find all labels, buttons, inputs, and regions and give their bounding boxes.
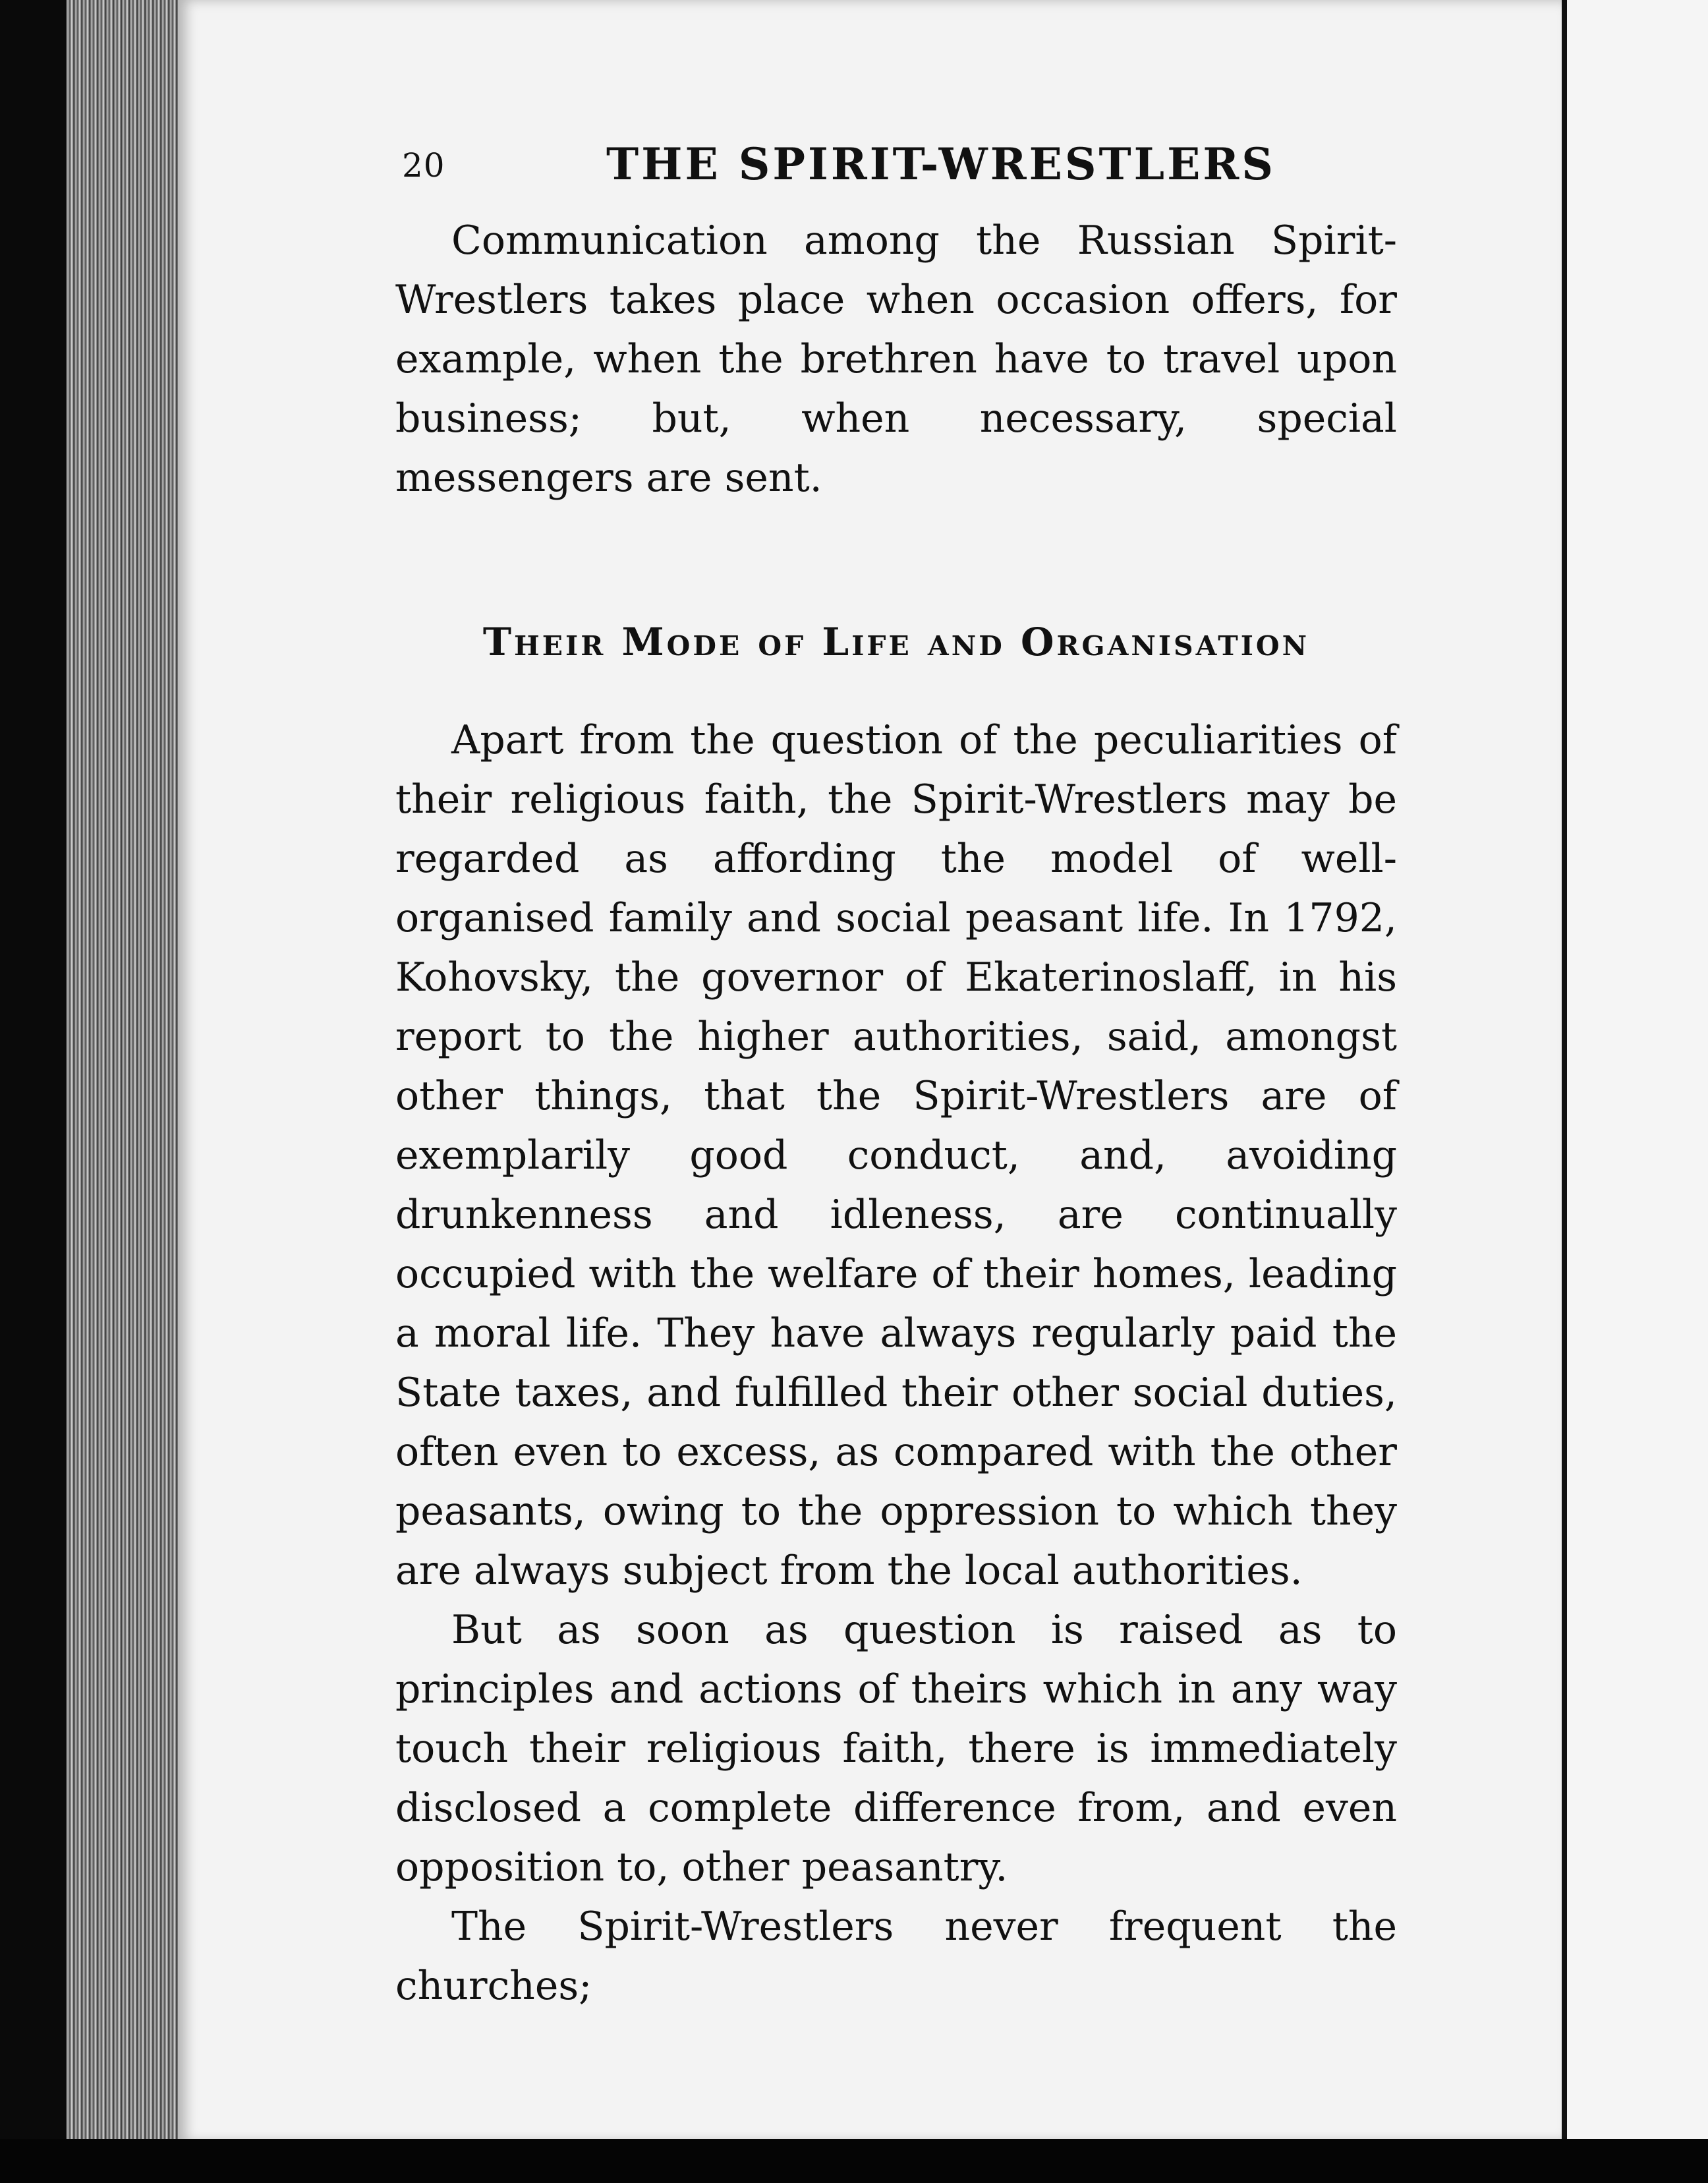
running-head: THE SPIRIT-WRESTLERS bbox=[606, 138, 1276, 190]
page-content bbox=[395, 132, 1397, 2016]
page-header bbox=[395, 132, 1397, 211]
book-page-edges bbox=[66, 0, 185, 2142]
section-heading: Their Mode of Life and Organisation bbox=[482, 620, 1310, 664]
paragraph-churches: The Spirit-Wrestlers never frequent the churches; bbox=[395, 1904, 1397, 2009]
paragraph-communication: Communication among the Russian Spirit-Wrestlers takes place when occasion offers, for example, when the brethren have to travel upon business; but, when necessary, special messengers are sent. bbox=[395, 218, 1397, 501]
facing-page-edge bbox=[1562, 0, 1708, 2142]
scan-bottom-border bbox=[0, 2139, 1708, 2183]
paragraph-religious-difference: But as soon as question is raised as to principles and actions of theirs which in any way touch their religious faith, there is immediately disclosed a complete difference from, and even opposition to, other peasantry. bbox=[395, 1607, 1397, 1890]
paragraph-mode-of-life: Apart from the question of the peculiarities of their religious faith, the Spirit-Wrestlers may be regarded as affording the model of well-organised family and social peasant life. In 1792, Kohovsky, the governor of Ekaterinoslaff, in his report to the higher authorities, said, amongst other things, that the Spirit-Wrestlers are of exemplarily good conduct, and, avoiding drunkenness and idleness, are continually occupied with the welfare of their homes, leading a moral life. They have always regularly paid the State taxes, and fulfilled their other social duties, often even to excess, as compared with the other peasants, owing to the oppression to which they are always subject from the local authorities. bbox=[395, 717, 1397, 1594]
page-number: 20 bbox=[402, 146, 445, 185]
